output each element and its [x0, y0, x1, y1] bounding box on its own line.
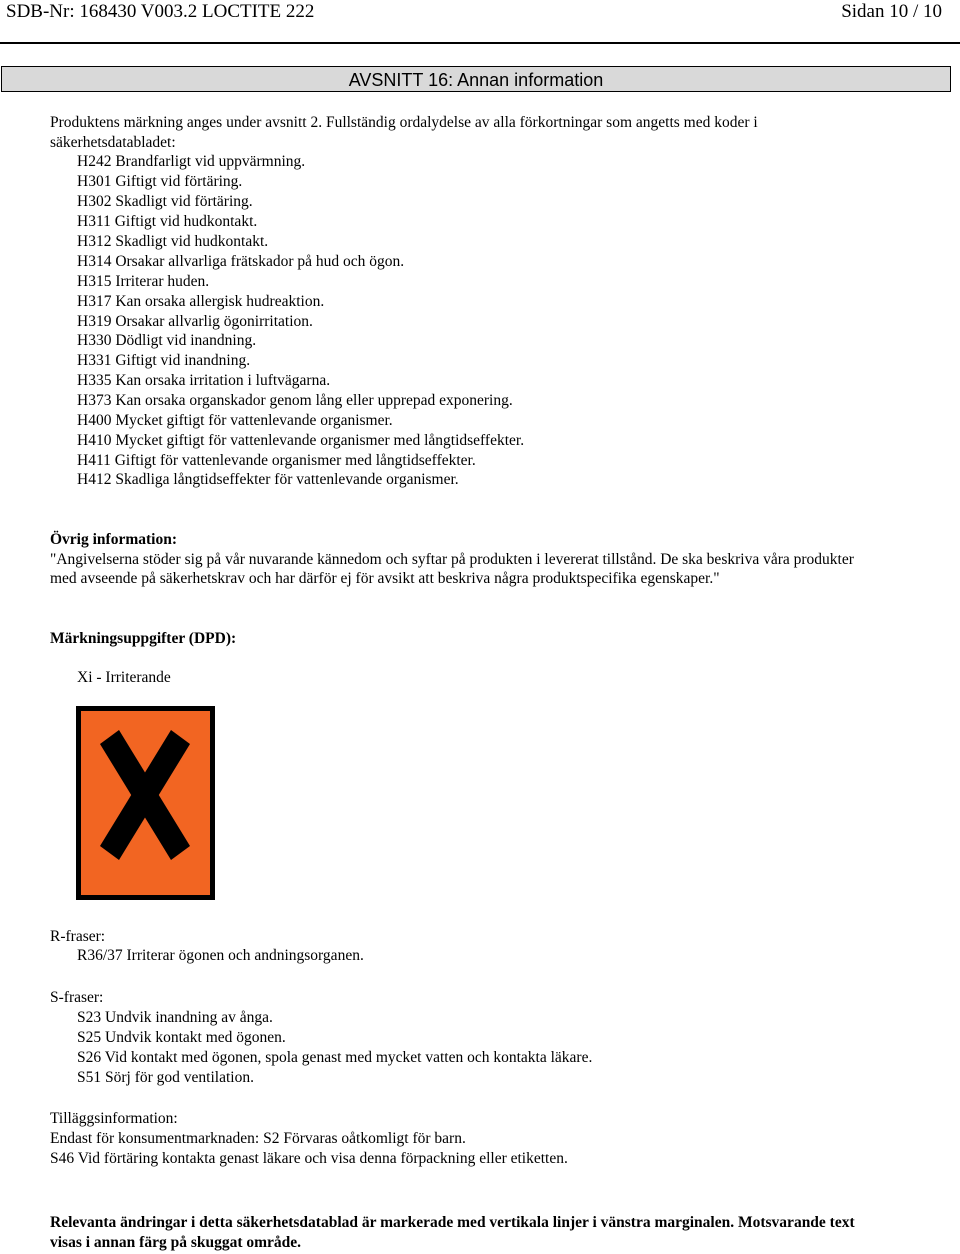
additional-heading: Tilläggsinformation:	[50, 1110, 178, 1127]
intro-line-1: Produktens märkning anges under avsnitt 2. Fullständig ordalydelse av alla förkortningar som angetts med koder i	[50, 114, 758, 131]
additional-line-2: S46 Vid förtäring kontakta genast läkare och visa denna förpackning eller etiketten.	[50, 1150, 568, 1167]
h-statement: H330 Dödligt vid inandning.	[77, 332, 257, 349]
h-statement: H319 Orsakar allvarlig ögonirritation.	[77, 313, 313, 330]
r-phrase: R36/37 Irriterar ögonen och andningsorganen.	[77, 947, 364, 964]
s-phrases-heading: S-fraser:	[50, 989, 104, 1006]
h-statement: H410 Mycket giftigt för vattenlevande organismer med långtidseffekter.	[77, 432, 525, 449]
other-info-line-2: med avseende på säkerhetskrav och har därför ej för avsikt att beskriva några produktspecifika egenskaper."	[50, 570, 720, 587]
dpd-heading: Märkningsuppgifter (DPD):	[50, 630, 237, 647]
s-phrase: S26 Vid kontakt med ögonen, spola genast med mycket vatten och kontakta läkare.	[77, 1049, 593, 1066]
harmful-irritant-x-icon	[76, 706, 215, 900]
h-statement: H317 Kan orsaka allergisk hudreaktion.	[77, 293, 325, 310]
h-statement: H311 Giftigt vid hudkontakt.	[77, 213, 258, 230]
dpd-symbol-label: Xi - Irriterande	[77, 669, 171, 686]
other-info-line-1: "Angivelserna stöder sig på vår nuvarande kännedom och syftar på produkten i levererat tillstånd. De ska beskriva våra produkter	[50, 551, 854, 568]
h-statement: H301 Giftigt vid förtäring.	[77, 173, 243, 190]
h-statement: H412 Skadliga långtidseffekter för vattenlevande organismer.	[77, 471, 459, 488]
h-statement: H373 Kan orsaka organskador genom lång eller upprepad exponering.	[77, 392, 513, 409]
footer-note-line-2: visas i annan färg på skuggat område.	[50, 1234, 302, 1251]
h-statement: H312 Skadligt vid hudkontakt.	[77, 233, 269, 250]
page-number: Sidan 10 / 10	[841, 1, 942, 22]
document-id: SDB-Nr: 168430 V003.2 LOCTITE 222	[6, 1, 315, 22]
s-phrase: S23 Undvik inandning av ånga.	[77, 1009, 273, 1026]
h-statement: H331 Giftigt vid inandning.	[77, 352, 251, 369]
other-info-heading: Övrig information:	[50, 531, 177, 548]
footer-note-line-1: Relevanta ändringar i detta säkerhetsdatablad är markerade med vertikala linjer i vänstra marginalen. Motsvarande text	[50, 1214, 855, 1231]
h-statement: H242 Brandfarligt vid uppvärmning.	[77, 153, 306, 170]
h-statement: H335 Kan orsaka irritation i luftvägarna.	[77, 372, 331, 389]
s-phrase: S25 Undvik kontakt med ögonen.	[77, 1029, 286, 1046]
h-statement: H302 Skadligt vid förtäring.	[77, 193, 253, 210]
intro-line-2: säkerhetsdatabladet:	[50, 134, 176, 151]
s-phrase: S51 Sörj för god ventilation.	[77, 1069, 254, 1086]
h-statement: H400 Mycket giftigt för vattenlevande organismer.	[77, 412, 393, 429]
h-statement: H315 Irriterar huden.	[77, 273, 210, 290]
additional-line-1: Endast för konsumentmarknaden: S2 Förvaras oåtkomligt för barn.	[50, 1130, 466, 1147]
section-title: AVSNITT 16: Annan information	[1, 66, 951, 92]
header-divider	[0, 42, 960, 44]
page-header	[0, 0, 960, 30]
r-phrases-heading: R-fraser:	[50, 928, 106, 945]
h-statement: H314 Orsakar allvarliga frätskador på hud och ögon.	[77, 253, 405, 270]
h-statement: H411 Giftigt för vattenlevande organismer med långtidseffekter.	[77, 452, 476, 469]
